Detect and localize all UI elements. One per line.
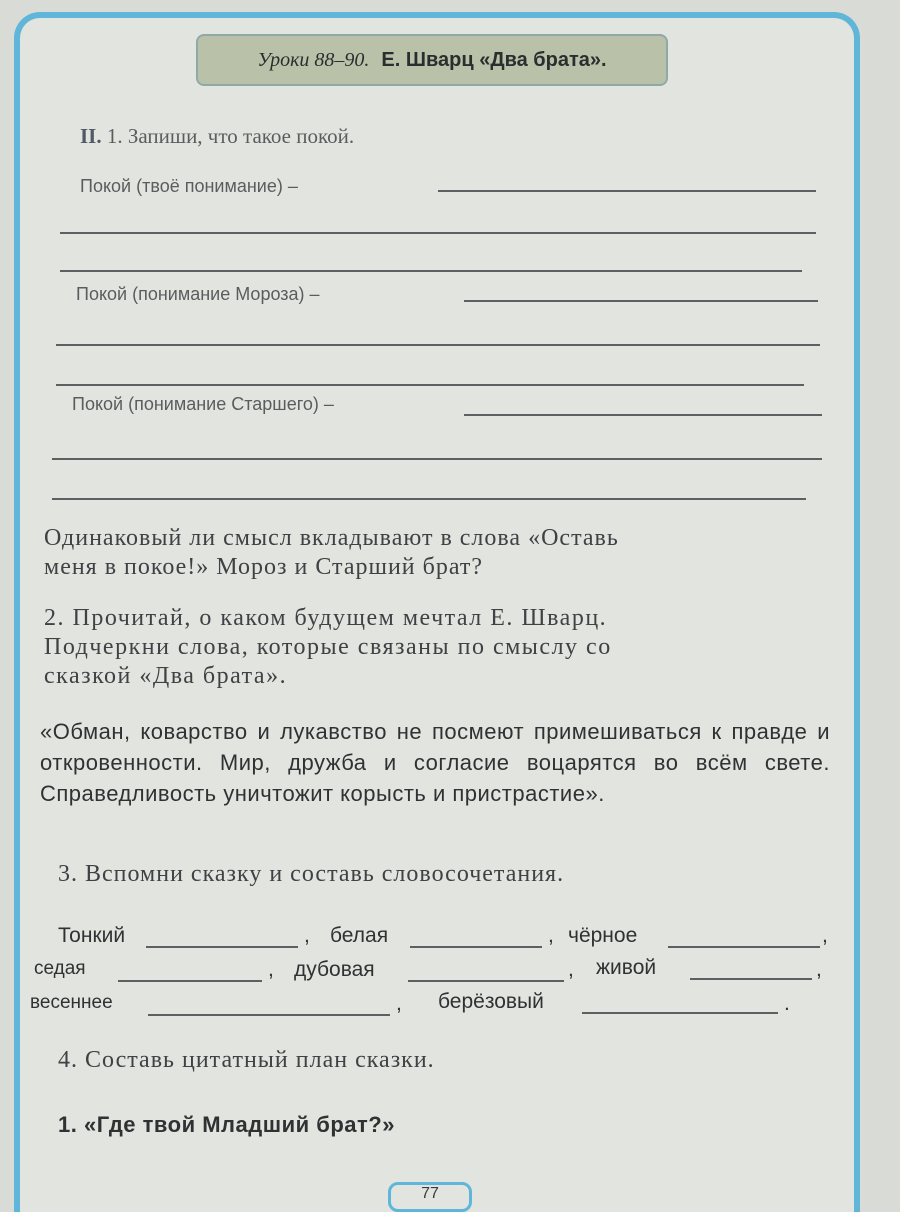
period: . <box>784 992 790 1015</box>
word-zhivoy: живой <box>596 956 657 979</box>
comma: , <box>548 924 554 947</box>
task2-line-1: 2. Прочитай, о каком будущем мечтал Е. Шварц. <box>44 605 608 631</box>
answer-line[interactable] <box>690 978 812 980</box>
task1-title: 1. Запиши, что такое покой. <box>106 124 355 148</box>
answer-line[interactable] <box>60 232 816 234</box>
task2-text <box>44 604 844 691</box>
word-belaya: белая <box>330 924 389 947</box>
answer-line[interactable] <box>56 384 804 386</box>
prompt-elder-understanding: Покой (понимание Старшего) – <box>72 394 334 414</box>
word-tonkiy: Тонкий <box>58 924 126 947</box>
question-line-2: меня в покое!» Мороз и Старший брат? <box>44 554 484 580</box>
section-marker: II. <box>80 124 102 148</box>
word-vesennee: весеннее <box>30 992 113 1013</box>
task2-line-2: Подчеркни слова, которые связаны по смыслу со <box>44 634 612 660</box>
answer-line[interactable] <box>60 270 802 272</box>
answer-line[interactable] <box>146 946 298 948</box>
comma: , <box>268 958 274 981</box>
comma: , <box>822 924 828 947</box>
word-chernoe: чёрное <box>568 924 638 947</box>
comma: , <box>396 992 402 1015</box>
task1-question <box>44 524 834 582</box>
comma: , <box>304 924 310 947</box>
answer-line[interactable] <box>668 946 820 948</box>
answer-line[interactable] <box>438 190 816 192</box>
lesson-number: Уроки 88–90. <box>257 48 370 71</box>
answer-line[interactable] <box>118 980 262 982</box>
answer-line[interactable] <box>464 414 822 416</box>
comma: , <box>816 958 822 981</box>
answer-line[interactable] <box>464 300 818 302</box>
answer-line[interactable] <box>410 946 542 948</box>
prompt-moroz-understanding: Покой (понимание Мороза) – <box>76 284 320 304</box>
prompt-own-understanding: Покой (твоё понимание) – <box>80 176 298 196</box>
plan-item-1: 1. «Где твой Младший брат?» <box>58 1112 395 1137</box>
answer-line[interactable] <box>148 1014 390 1016</box>
answer-line[interactable] <box>56 344 820 346</box>
word-berezovy: берёзовый <box>438 990 544 1013</box>
answer-line[interactable] <box>582 1012 778 1014</box>
answer-line[interactable] <box>52 458 822 460</box>
word-sedaya: седая <box>34 958 86 979</box>
task2-line-3: сказкой «Два брата». <box>44 663 288 689</box>
answer-line[interactable] <box>52 498 806 500</box>
schwarz-quote: «Обман, коварство и лукавство не посмеют примешиваться к правде и откровенности. Мир, дружба и согласие воцарятся во всём свете. Справедливость уничтожит корысть и пристрастие». <box>40 719 830 806</box>
task3-title: 3. Вспомни сказку и составь словосочетания. <box>58 861 565 887</box>
comma: , <box>568 958 574 981</box>
answer-line[interactable] <box>408 980 564 982</box>
question-line-1: Одинаковый ли смысл вкладывают в слова «Оставь <box>44 525 619 551</box>
task4-title: 4. Составь цитатный план сказки. <box>58 1047 435 1073</box>
page-number: 77 <box>388 1182 472 1212</box>
word-dubovaya: дубовая <box>294 958 375 981</box>
task1-heading <box>80 124 354 149</box>
lesson-header <box>196 34 668 86</box>
lesson-title: Е. Шварц «Два брата». <box>381 48 607 71</box>
